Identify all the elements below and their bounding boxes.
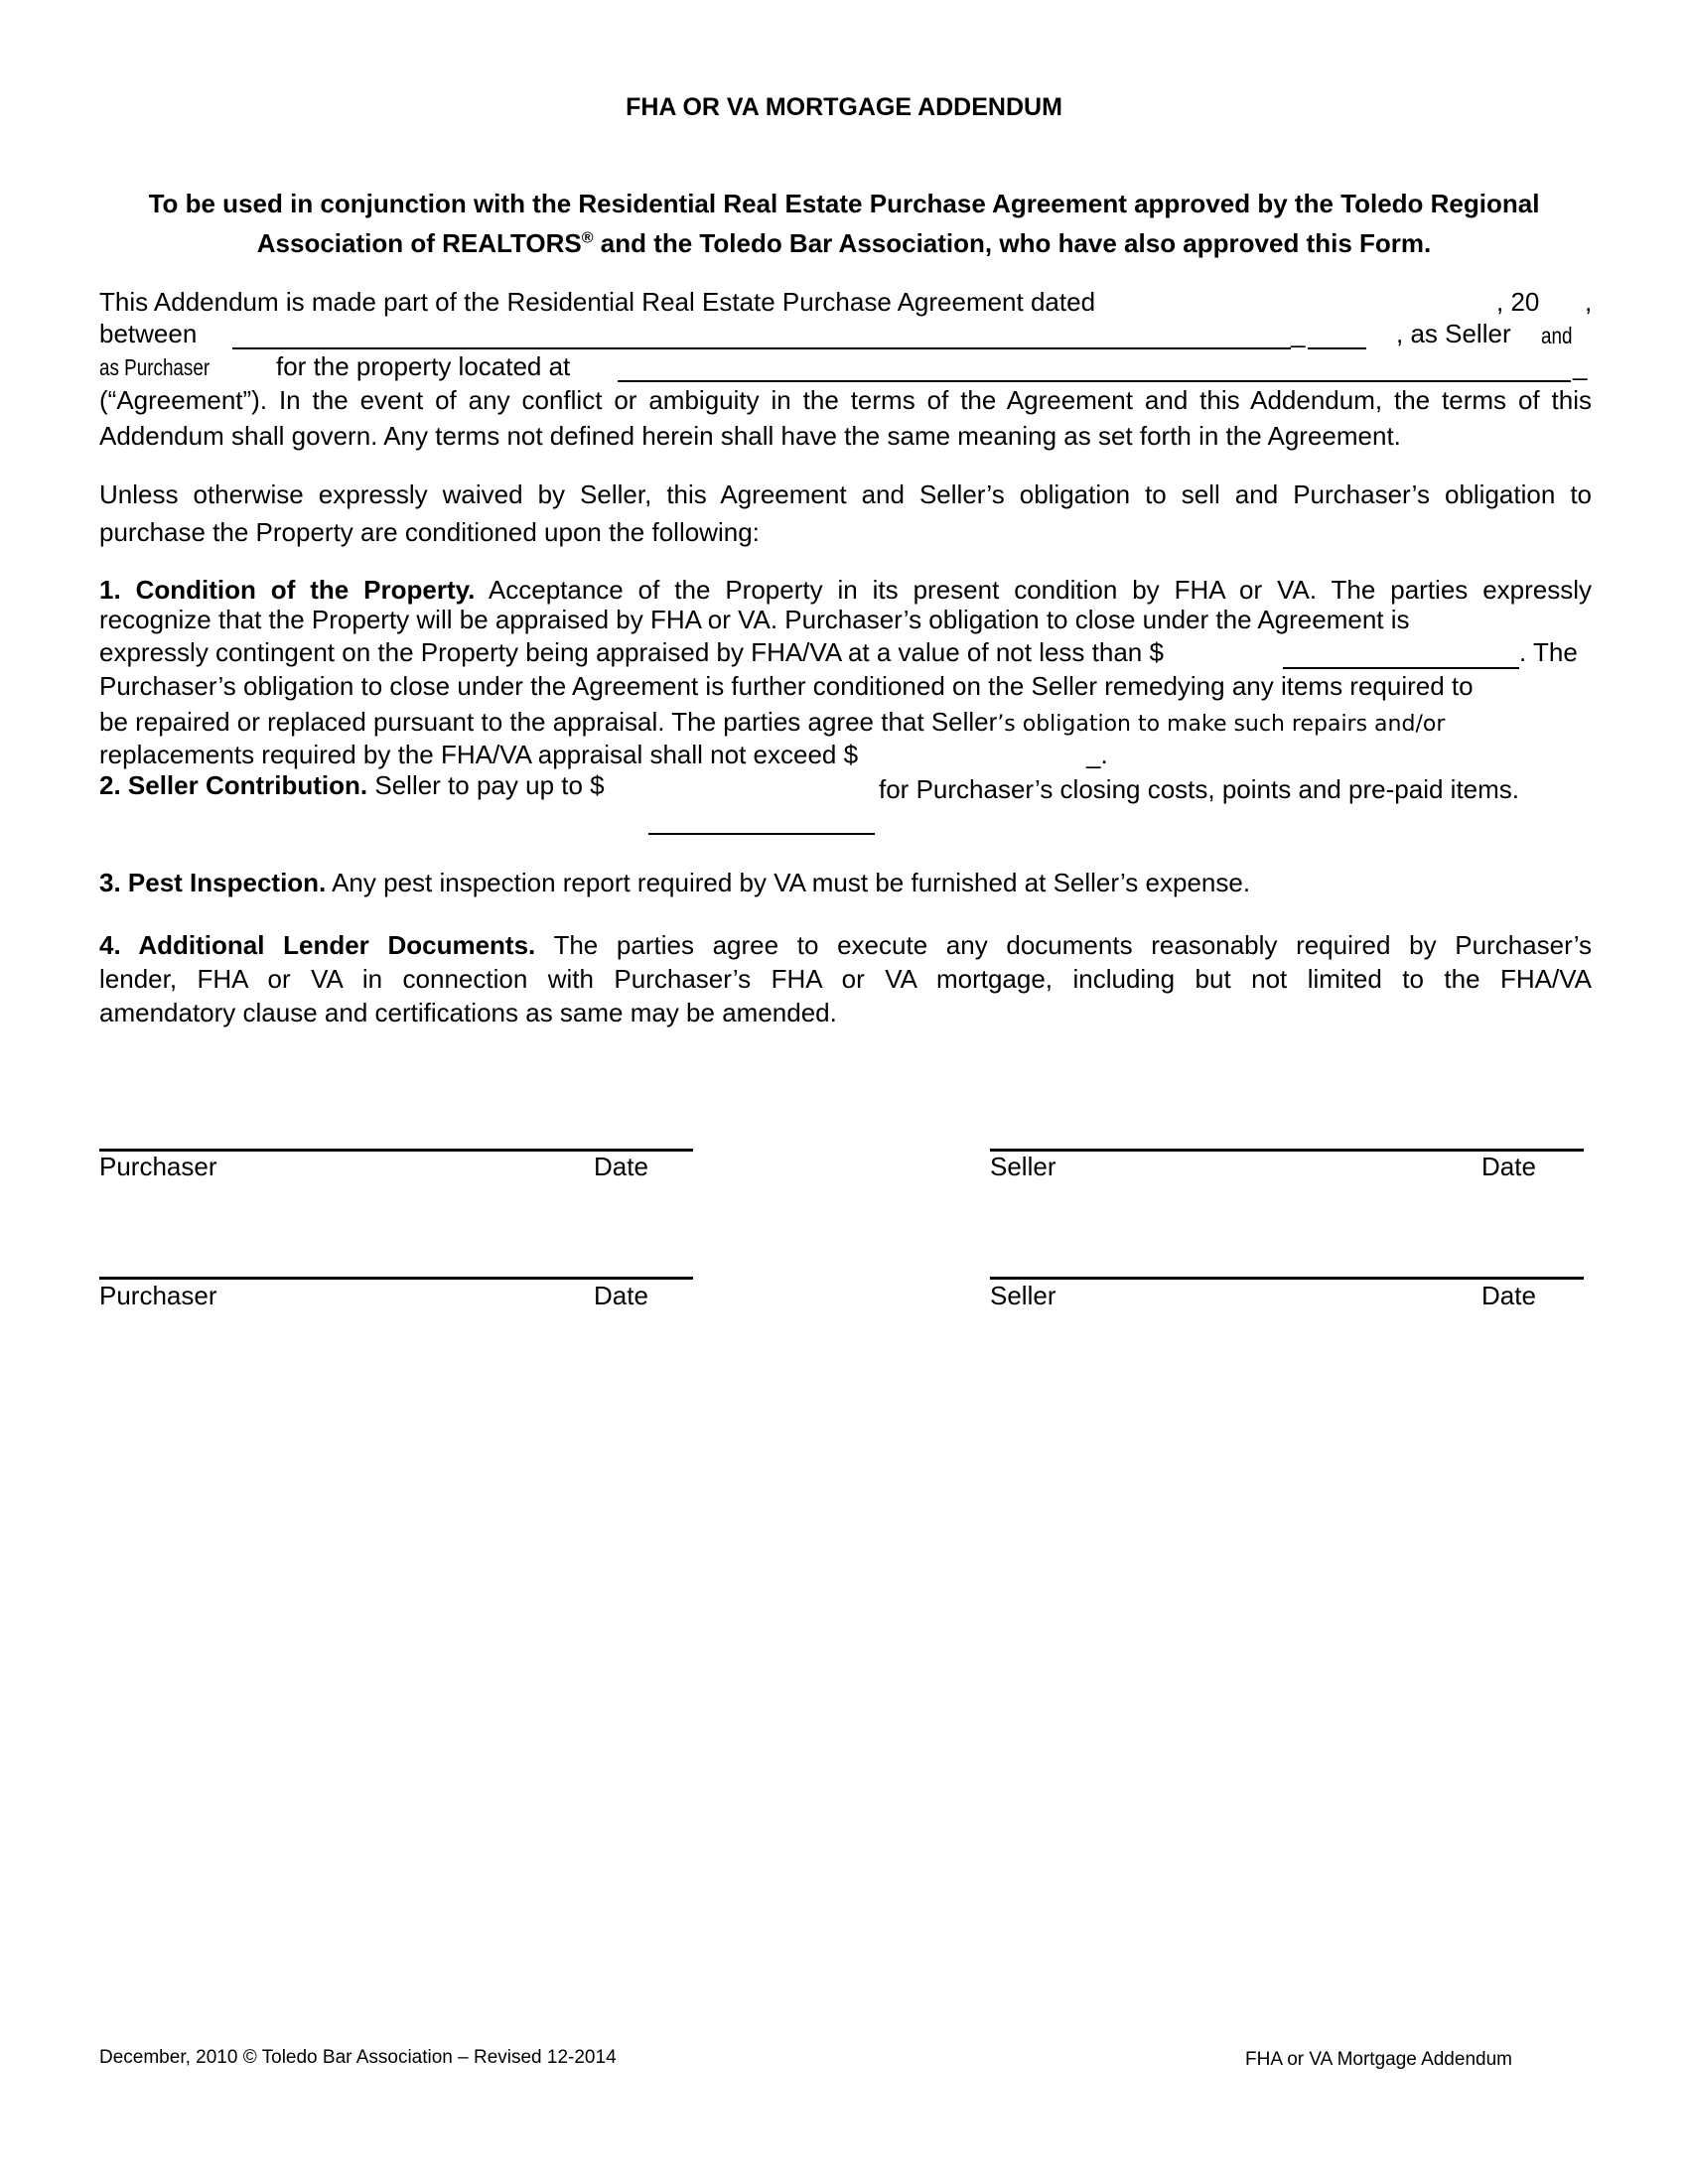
seller-label-2: Seller [990,1281,1056,1310]
seller-label-1: Seller [990,1152,1056,1181]
appraised-value-line[interactable] [1283,667,1519,669]
subtitle-bar-association: and the Toledo Bar Association, who have also approved this Form. [593,228,1432,258]
section-4-line-2: lender, FHA or VA in connection with Purchaser’s FHA or VA mortgage, including but not limited to the FHA/VA [99,964,1592,994]
year-prefix: , 20 [1496,287,1540,317]
seller-name-line[interactable] [232,347,1291,349]
purchaser-label-2: Purchaser [99,1281,217,1310]
year-comma: , [1585,287,1593,317]
section-1-line-4: Purchaser’s obligation to close under the Agreement is further conditioned on the Seller remedying any items required to [99,671,1474,701]
property-located-label: for the property located at [276,351,571,381]
section-3-heading: 3. Pest Inspection. [99,868,327,897]
section-2-text-end: for Purchaser’s closing costs, points and pre-paid items. [879,774,1520,804]
section-1-line-6: replacements required by the FHA/VA appraisal shall not exceed $ [99,740,859,769]
property-address-line[interactable] [618,380,1571,382]
section-1-line-1 [99,575,1592,605]
intro-line-4: (“Agreement”). In the event of any conflict or ambiguity in the terms of the Agreement and this Addendum, the terms of this [99,385,1592,415]
section-1-line-5-a: be repaired or replaced pursuant to the appraisal. The parties agree that Seller [99,707,998,737]
as-seller-label: , as Seller [1396,319,1511,348]
section-1-line-5 [99,707,1445,740]
repair-limit-field[interactable] [894,766,1082,770]
section-1-line-3-end: . The [1519,637,1578,667]
purchaser-date-label-2: Date [594,1281,648,1310]
seller-signature-line-2[interactable] [990,1277,1584,1280]
footer-copyright: December, 2010 © Toledo Bar Association – Revised 12-2014 [99,2047,617,2068]
section-1-line-3: expressly contingent on the Property being appraised by FHA/VA at a value of not less than $ [99,637,1164,667]
intro-line-5: Addendum shall govern. Any terms not defined herein shall have the same meaning as set forth in the Agreement. [99,421,1401,451]
footer-form-name: FHA or VA Mortgage Addendum [1245,2049,1512,2070]
section-2-heading: 2. Seller Contribution. [99,770,368,800]
intro-dated-text: This Addendum is made part of the Residential Real Estate Purchase Agreement dated [99,287,1096,317]
trailing-underscore: _ [1573,351,1588,381]
section-2-line [99,770,605,800]
subtitle-line-2 [0,228,1688,259]
section-2-text: Seller to pay up to $ [367,770,605,800]
agreement-date-field[interactable] [1182,314,1479,318]
registered-mark: ® [581,229,594,247]
section-1-line-5-b: ’s obligation to make such repairs and/or [997,712,1446,737]
section-1-heading: 1. Condition of the Property. [99,575,476,605]
document-title: FHA OR VA MORTGAGE ADDENDUM [626,93,1062,121]
conditions-line-1: Unless otherwise expressly waived by Seller, this Agreement and Seller’s obligation to sell and Purchaser’s obligation to [99,479,1592,509]
seller-date-label-1: Date [1481,1152,1536,1181]
seller-and-label: and [1541,323,1573,348]
section-4-line-3: amendatory clause and certifications as same may be amended. [99,998,837,1027]
section-1-line-2: recognize that the Property will be appraised by FHA or VA. Purchaser’s obligation to close under the Agreement is [99,605,1410,634]
subtitle-line-1: To be used in conjunction with the Residential Real Estate Purchase Agreement approved by the Toledo Regional [148,189,1540,218]
purchaser-signature-line-2[interactable] [99,1277,693,1280]
section-4-line-1 [99,930,1592,960]
section-1-line-6-end: _. [1086,740,1108,769]
subtitle-realtors: Association of REALTORS [256,228,582,258]
seller-name-line-extra[interactable] [1308,347,1366,349]
section-1-line-1-text: Acceptance of the Property in its present condition by FHA or VA. The parties expressly [475,575,1593,605]
as-purchaser-label: as Purchaser [99,354,211,380]
seller-contribution-line[interactable] [648,833,875,835]
seller-date-label-2: Date [1481,1281,1536,1310]
section-4-line-1-text: The parties agree to execute any documents reasonably required by Purchaser’s [535,930,1592,960]
underscore-mark: _ [1291,319,1306,348]
section-3-line [99,868,1250,897]
purchaser-label-1: Purchaser [99,1152,217,1181]
purchaser-date-label-1: Date [594,1152,648,1181]
section-3-text: Any pest inspection report required by VA must be furnished at Seller’s expense. [326,868,1251,897]
section-4-heading: 4. Additional Lender Documents. [99,930,536,960]
agreement-year-field[interactable] [1549,312,1581,316]
conditions-line-2: purchase the Property are conditioned upon the following: [99,517,760,547]
between-label: between [99,319,198,348]
